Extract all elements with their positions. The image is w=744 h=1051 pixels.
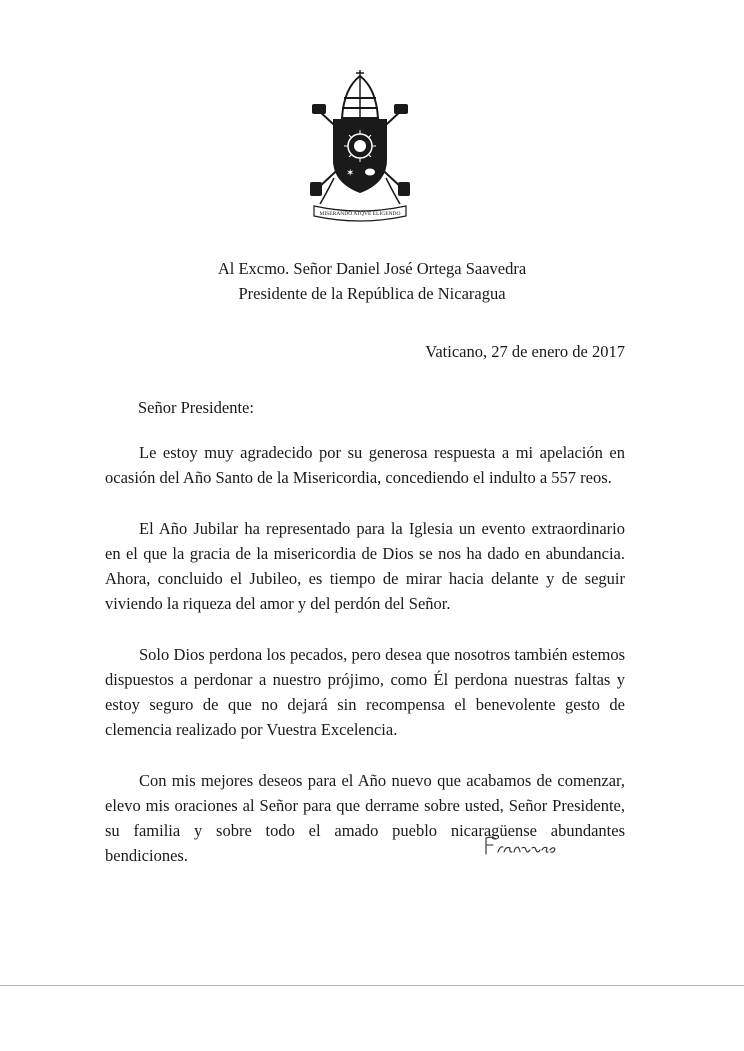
paragraph: Con mis mejores deseos para el Año nuevo que acabamos de comenzar, elevo mis oraciones al Señor para que derrame sobre usted, Señor Presidente, su familia y sobre todo el amado pueblo nicaragüense abundantes bendiciones. (105, 771, 625, 865)
paragraph: El Año Jubilar ha representado para la Iglesia un evento extraordinario en el que la gracia de la misericordia de Dios se nos ha dado en abundancia. Ahora, concluido el Jubileo, es tiempo de mirar hacia delante y de seguir viviendo la riqueza del amor y del perdón del Señor. (105, 519, 625, 613)
addressee-name: Al Excmo. Señor Daniel José Ortega Saavedra (217, 259, 527, 278)
paragraph: Le estoy muy agradecido por su generosa respuesta a mi apelación en ocasión del Año Santo de la Misericordia, concediendo el indulto a 557 reos. (105, 443, 625, 487)
signature-icon (482, 832, 562, 860)
addressee-title: Presidente de la República de Nicaragua (238, 284, 506, 303)
letter-body (105, 440, 625, 894)
addressee-block (0, 256, 744, 306)
paragraph: Solo Dios perdona los pecados, pero desea que nosotros también estemos dispuestos a perdonar a nuestro prójimo, como Él perdona nuestras faltas y estoy seguro de que no dejará sin recompensa el benevolente gesto de clemencia realizado por Vuestra Excelencia. (105, 645, 625, 739)
motto-text: MISERANDO ATQVE ELIGENDO (319, 211, 401, 217)
letter-date: Vaticano, 27 de enero de 2017 (425, 342, 625, 361)
papal-coat-of-arms-icon (304, 70, 416, 222)
salutation: Señor Presidente: (138, 398, 254, 417)
svg-text:✶: ✶ (346, 168, 355, 179)
page-bottom-rule (0, 985, 744, 986)
